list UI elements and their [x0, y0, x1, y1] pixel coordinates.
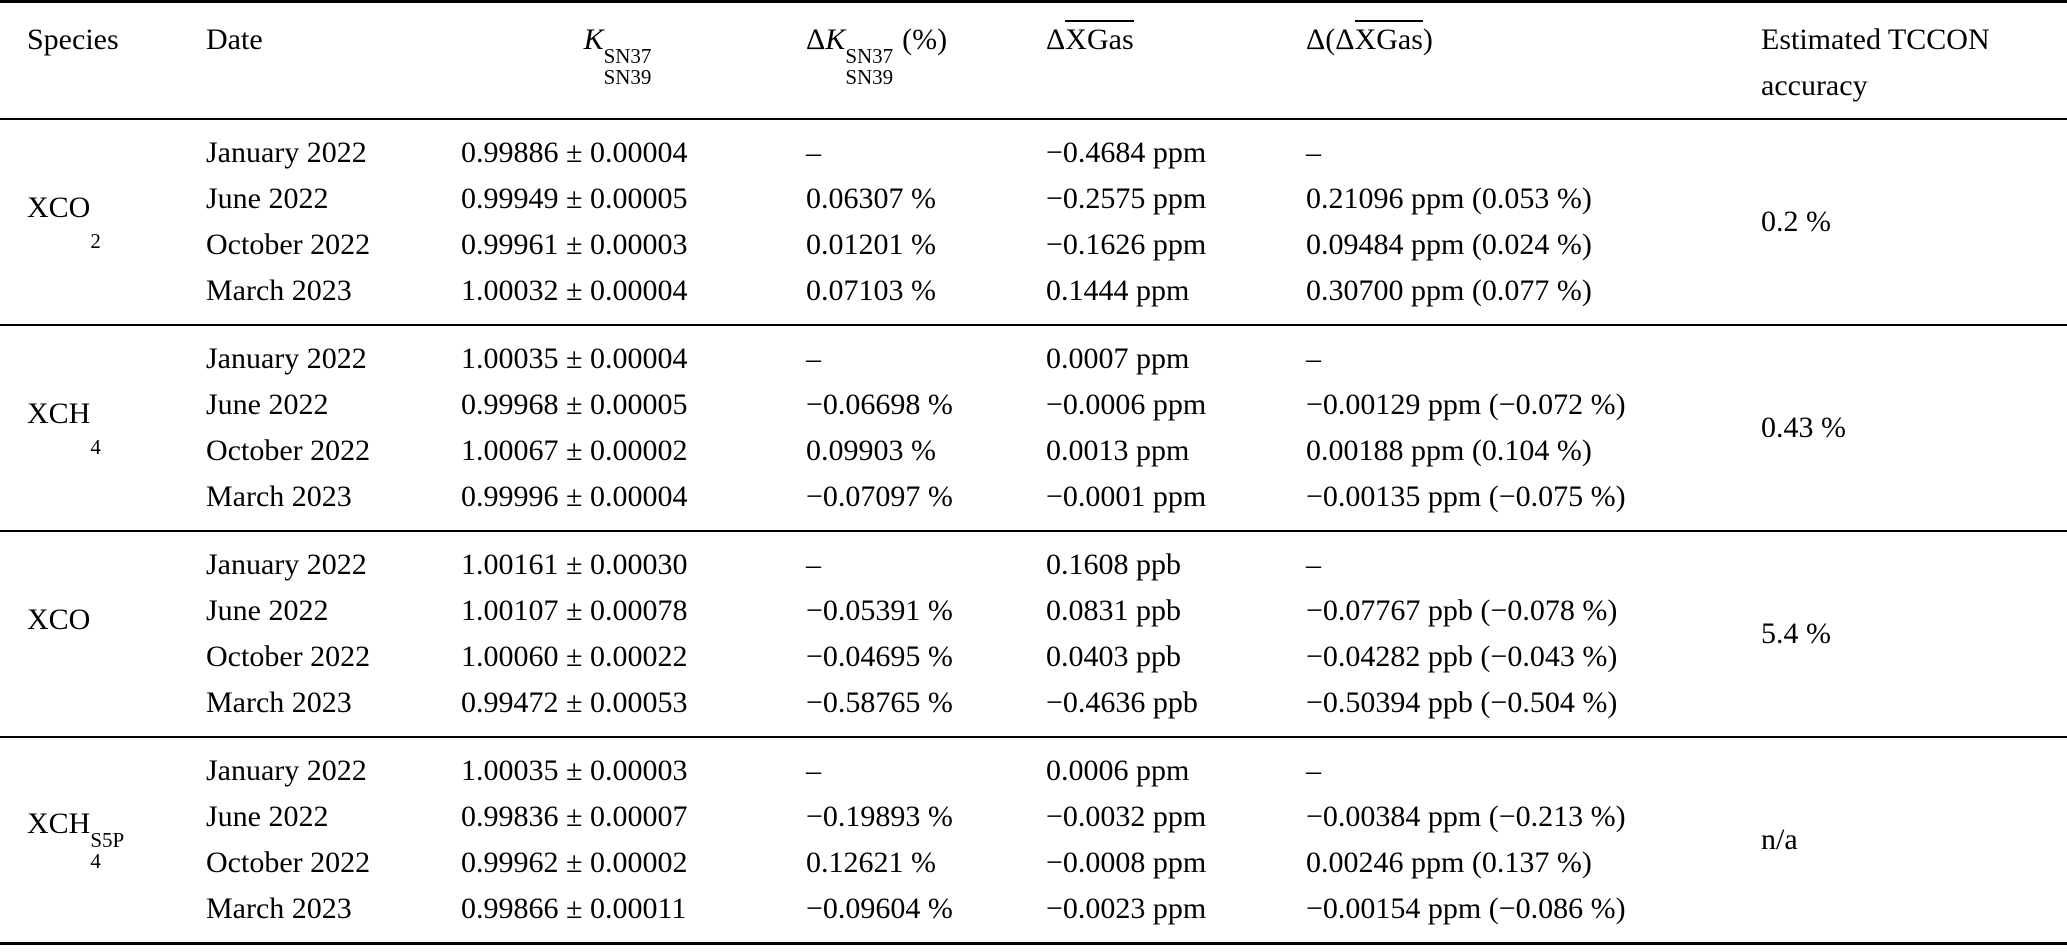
delta-delta-xgas-cell: −0.04282 ppb (−0.043 %)	[1306, 639, 1618, 673]
delta-xgas-cell: −0.0008 ppm	[1046, 845, 1207, 879]
k-value-cell: 1.00032 ± 0.00004	[461, 273, 688, 307]
k-symbol: K	[825, 23, 846, 56]
delta-xgas-cell: 0.0403 ppb	[1046, 639, 1181, 673]
species-group-xco2	[0, 119, 2067, 325]
date-cell: January 2022	[206, 547, 367, 581]
delta-delta-xgas-cell: –	[1306, 753, 1321, 787]
species-label	[27, 397, 101, 459]
k-value-cell: 0.99968 ± 0.00005	[461, 387, 688, 421]
header-k-factor	[445, 2, 790, 119]
date-cell: October 2022	[206, 845, 371, 879]
delta-k-cell: 0.01201 %	[806, 227, 936, 261]
species-supsub-stack	[90, 830, 124, 872]
species-supsub-stack	[90, 210, 101, 252]
date-cell: January 2022	[206, 135, 367, 169]
k-superscript: SN37	[603, 44, 652, 68]
header-delta-xgas	[1030, 2, 1290, 119]
k-value-cell: 0.99886 ± 0.00004	[461, 135, 688, 169]
date-cell: March 2023	[206, 479, 352, 513]
accuracy-header-line1: Estimated TCCON	[1761, 23, 1990, 56]
species-group-xch4	[0, 325, 2067, 531]
k-value-cell: 0.99866 ± 0.00011	[461, 891, 687, 925]
delta-delta-xgas-cell: −0.00384 ppm (−0.213 %)	[1306, 799, 1626, 833]
species-label	[27, 191, 101, 253]
k-value-cell: 1.00035 ± 0.00003	[461, 753, 688, 787]
date-cell: March 2023	[206, 891, 352, 925]
delta-xgas-cell: 0.0006 ppm	[1046, 753, 1190, 787]
k-value-cell: 0.99962 ± 0.00002	[461, 845, 688, 879]
delta-k-cell: −0.09604 %	[806, 891, 953, 925]
species-base: XCH	[27, 807, 91, 840]
species-superscript	[90, 416, 101, 437]
species-subscript: 2	[90, 229, 101, 253]
accuracy-cell: 0.2 %	[1761, 204, 1831, 238]
delta-k-cell: –	[806, 135, 821, 169]
delta-k-cell: 0.07103 %	[806, 273, 936, 307]
species-cell	[0, 119, 190, 325]
header-date: Date	[206, 23, 263, 56]
percent-unit: (%)	[902, 23, 948, 56]
k-value-cell: 1.00107 ± 0.00078	[461, 593, 688, 627]
table-row	[0, 531, 2067, 588]
header-delta-k	[790, 2, 1030, 119]
delta-xgas-cell: 0.1444 ppm	[1046, 273, 1190, 307]
k-value-cell: 0.99996 ± 0.00004	[461, 479, 688, 513]
k-value-cell: 0.99472 ± 0.00053	[461, 685, 688, 719]
delta-xgas-cell: 0.0831 ppb	[1046, 593, 1181, 627]
delta-xgas-cell: −0.4636 ppb	[1046, 685, 1198, 719]
date-cell: June 2022	[206, 387, 329, 421]
species-cell	[0, 531, 190, 737]
date-cell: March 2023	[206, 685, 352, 719]
delta-delta-xgas-cell: –	[1306, 341, 1321, 375]
xgas-overline: XGas	[1355, 20, 1423, 56]
xgas-overline: XGas	[1065, 20, 1133, 56]
k-value-cell: 1.00161 ± 0.00030	[461, 547, 688, 581]
delta-k-cell: 0.12621 %	[806, 845, 936, 879]
delta-xgas-cell: −0.0032 ppm	[1046, 799, 1207, 833]
date-cell: October 2022	[206, 639, 371, 673]
delta-k-cell: −0.58765 %	[806, 685, 953, 719]
delta-xgas-cell: 0.0013 ppm	[1046, 433, 1190, 467]
date-cell: October 2022	[206, 227, 371, 261]
header-delta-delta-xgas	[1290, 2, 1745, 119]
accuracy-cell: n/a	[1761, 822, 1798, 856]
date-cell: June 2022	[206, 181, 329, 215]
delta-delta-xgas-cell: −0.00135 ppm (−0.075 %)	[1306, 479, 1626, 513]
k-supsub-stack	[604, 46, 652, 88]
paren-suffix: )	[1422, 23, 1433, 56]
k-value-cell: 1.00035 ± 0.00004	[461, 341, 688, 375]
delta-delta-xgas-cell: −0.07767 ppb (−0.078 %)	[1306, 593, 1618, 627]
date-cell: October 2022	[206, 433, 371, 467]
table-header	[0, 2, 2067, 119]
delta-symbol: Δ	[806, 23, 826, 56]
k-value-cell: 1.00067 ± 0.00002	[461, 433, 688, 467]
delta-delta-xgas-cell: –	[1306, 135, 1321, 169]
delta-delta-xgas-cell: 0.00188 ppm (0.104 %)	[1306, 433, 1592, 467]
k-value-cell: 0.99949 ± 0.00005	[461, 181, 688, 215]
k-subscript: SN39	[603, 65, 652, 89]
k-superscript: SN37	[845, 44, 894, 68]
table-row	[0, 119, 2067, 176]
delta-paren-prefix: Δ(Δ	[1306, 23, 1355, 56]
table-row	[0, 325, 2067, 382]
species-label	[27, 603, 90, 636]
header-row	[0, 2, 2067, 119]
delta-k-cell: –	[806, 547, 821, 581]
delta-k-cell: −0.05391 %	[806, 593, 953, 627]
delta-k-math-expression	[806, 23, 948, 89]
species-cell	[0, 325, 190, 531]
delta-xgas-cell: −0.0023 ppm	[1046, 891, 1207, 925]
species-superscript	[90, 210, 101, 231]
species-group-xco	[0, 531, 2067, 737]
delta-delta-xgas-cell: 0.09484 ppm (0.024 %)	[1306, 227, 1592, 261]
k-symbol: K	[583, 23, 604, 56]
delta-delta-xgas-cell: −0.00129 ppm (−0.072 %)	[1306, 387, 1626, 421]
delta-delta-xgas-cell: −0.00154 ppm (−0.086 %)	[1306, 891, 1626, 925]
date-cell: March 2023	[206, 273, 352, 307]
delta-k-cell: −0.04695 %	[806, 639, 953, 673]
delta-delta-xgas-cell: −0.50394 ppb (−0.504 %)	[1306, 685, 1618, 719]
delta-xgas-cell: −0.1626 ppm	[1046, 227, 1207, 261]
accuracy-cell: 5.4 %	[1761, 616, 1831, 650]
delta-xgas-cell: −0.4684 ppm	[1046, 135, 1207, 169]
delta-xgas-cell: 0.1608 ppb	[1046, 547, 1181, 581]
species-base: XCO	[27, 191, 91, 224]
table-row	[0, 737, 2067, 794]
header-species: Species	[27, 23, 119, 56]
species-label	[27, 807, 125, 873]
header-tccon-accuracy	[1745, 2, 2067, 119]
k-value-cell: 1.00060 ± 0.00022	[461, 639, 688, 673]
date-cell: June 2022	[206, 593, 329, 627]
k-subscript: SN39	[845, 65, 894, 89]
delta-k-cell: –	[806, 753, 821, 787]
k-value-cell: 0.99836 ± 0.00007	[461, 799, 688, 833]
species-subscript: 4	[90, 849, 101, 873]
species-cell	[0, 737, 190, 944]
accuracy-cell: 0.43 %	[1761, 410, 1846, 444]
delta-k-cell: −0.07097 %	[806, 479, 953, 513]
delta-k-cell: 0.09903 %	[806, 433, 936, 467]
k-math-expression	[583, 23, 652, 89]
species-subscript: 4	[90, 435, 101, 459]
delta-delta-xgas-cell: 0.21096 ppm (0.053 %)	[1306, 181, 1592, 215]
delta-symbol: Δ	[1046, 23, 1066, 56]
delta-k-cell: −0.19893 %	[806, 799, 953, 833]
delta-k-cell: −0.06698 %	[806, 387, 953, 421]
delta-k-cell: –	[806, 341, 821, 375]
accuracy-header-line2: accuracy	[1761, 69, 1868, 102]
species-base: XCH	[27, 397, 91, 430]
delta-delta-xgas-cell: –	[1306, 547, 1321, 581]
species-supsub-stack	[90, 416, 101, 458]
delta-xgas-cell: 0.0007 ppm	[1046, 341, 1190, 375]
k-supsub-stack	[845, 46, 893, 88]
species-base: XCO	[27, 603, 91, 636]
delta-xgas-cell: −0.0001 ppm	[1046, 479, 1207, 513]
date-cell: June 2022	[206, 799, 329, 833]
species-superscript: S5P	[90, 828, 125, 852]
delta-delta-xgas-cell: 0.30700 ppm (0.077 %)	[1306, 273, 1592, 307]
delta-delta-xgas-cell: 0.00246 ppm (0.137 %)	[1306, 845, 1592, 879]
delta-xgas-cell: −0.2575 ppm	[1046, 181, 1207, 215]
date-cell: January 2022	[206, 753, 367, 787]
delta-k-cell: 0.06307 %	[806, 181, 936, 215]
k-value-cell: 0.99961 ± 0.00003	[461, 227, 688, 261]
species-group-xch4-s5p	[0, 737, 2067, 944]
date-cell: January 2022	[206, 341, 367, 375]
delta-xgas-cell: −0.0006 ppm	[1046, 387, 1207, 421]
